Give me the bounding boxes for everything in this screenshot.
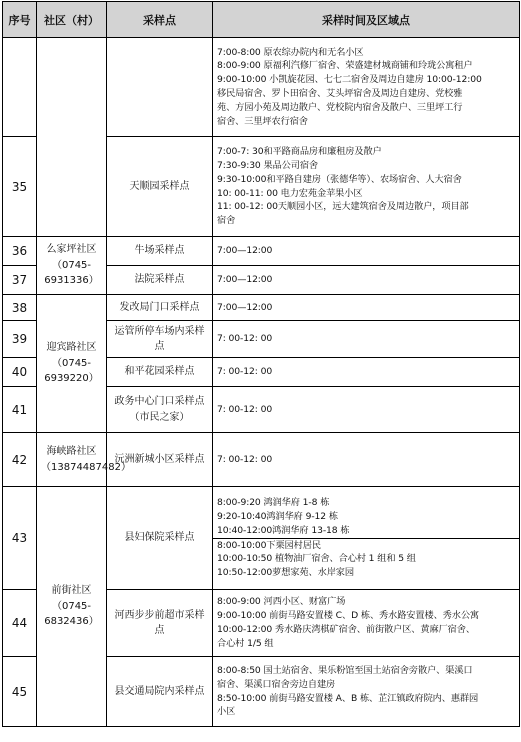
sampling-point: 河西步步前超市采样点 bbox=[107, 590, 213, 657]
community-phone: （13874487482） bbox=[41, 461, 131, 473]
row-no: 37 bbox=[3, 266, 37, 295]
community-name: 前街社区 bbox=[51, 585, 92, 597]
time-line: 9:20-10:40鸿润华府 9-12 栋 bbox=[217, 510, 338, 522]
point-cell bbox=[107, 38, 213, 137]
sampling-point: 县妇保院采样点 bbox=[107, 487, 213, 590]
time-cell: 7:00—12:00 bbox=[213, 237, 520, 266]
time-line: 7:30-9:30 果品公司宿舍 bbox=[217, 159, 319, 171]
community-phone: （0745-6931336） bbox=[44, 259, 99, 287]
row-no: 35 bbox=[3, 137, 37, 237]
time-line: 移民局宿舍、罗卜田宿舍、艾头坪宿舍及周边自建房、党校雅 bbox=[217, 88, 463, 99]
sampling-point: 发改局门口采样点 bbox=[107, 295, 213, 321]
time-cell: 7:00—12:00 bbox=[213, 295, 520, 321]
time-cell: 7: 00-12: 00 bbox=[213, 387, 520, 433]
community-phone: （0745-6832436） bbox=[44, 600, 99, 628]
table-row bbox=[3, 38, 520, 137]
time-line: 8:00-8:50 国土站宿舍、果乐粉馆至国土站宿舍旁散户、渠溪口 bbox=[217, 664, 473, 676]
header-time: 采样时间及区域点 bbox=[213, 2, 520, 38]
row-no: 42 bbox=[3, 433, 37, 487]
sampling-point: 沅洲新城小区采样点 bbox=[107, 433, 213, 487]
row-no: 40 bbox=[3, 358, 37, 387]
time-line: 8:00-10:00下栗园村居民 bbox=[217, 539, 321, 551]
community-name: 迎宾路社区 bbox=[46, 342, 97, 354]
time-line: 7:00-8:00 原农综办院内和无名小区 bbox=[217, 46, 364, 58]
time-line: 10: 00-11: 00 电力宏苑金苹果小区 bbox=[217, 187, 363, 199]
time-cell: 7: 00-12: 00 bbox=[213, 433, 520, 487]
time-line: 8:00-9:00 河西小区、财富广场 bbox=[217, 596, 346, 608]
community-name: 么家坪社区 bbox=[46, 244, 97, 256]
sampling-point: 法院采样点 bbox=[107, 266, 213, 295]
row-no: 45 bbox=[3, 657, 37, 727]
time-line: 9:00-10:00 小凯旋花园、七七二宿舍及周边自建房 10:00-12:00 bbox=[217, 74, 482, 86]
time-line: 7:00-7: 30和平路商品房和廉租房及散户 bbox=[217, 146, 382, 158]
time-cell bbox=[213, 487, 520, 590]
time-line: 苑、方园小苑及周边散户、党校院内宿舍及散户、三里坪工行 bbox=[217, 101, 463, 113]
row-no: 41 bbox=[3, 387, 37, 433]
row-no-cell bbox=[3, 38, 37, 137]
community-cell bbox=[37, 237, 107, 295]
time-cell: 7: 00-12: 00 bbox=[213, 358, 520, 387]
time-segment bbox=[213, 496, 519, 538]
time-cell bbox=[213, 657, 520, 727]
row-no: 36 bbox=[3, 237, 37, 266]
sampling-point: 运管所停车场内采样点 bbox=[107, 321, 213, 358]
time-cell: 7:00—12:00 bbox=[213, 266, 520, 295]
time-segment bbox=[213, 539, 519, 580]
time-line: 宿舍、三里坪农行宿舍 bbox=[217, 115, 308, 127]
time-line: 10:40-12:00鸿润华府 13-18 栋 bbox=[217, 524, 350, 536]
row-no: 44 bbox=[3, 590, 37, 657]
time-cell bbox=[213, 137, 520, 237]
time-line: 合心村 1/5 组 bbox=[217, 637, 274, 649]
table-row bbox=[3, 295, 520, 321]
time-line: 11: 00-12: 00天顺园小区，远大建筑宿舍及周边散户，项目部 bbox=[217, 201, 469, 213]
sampling-point: 县交通局院内采样点 bbox=[107, 657, 213, 727]
time-line: 8:00-9:00 原福利汽修厂宿舍、荣盛建材城商铺和玲珑公寓租户 bbox=[217, 60, 473, 72]
time-cell: 7: 00-12: 00 bbox=[213, 321, 520, 358]
time-line: 9:30-10:00和平路自建房（张德华等）、农场宿舍、人大宿舍 bbox=[217, 173, 462, 185]
community-cell bbox=[37, 487, 107, 727]
community-cell bbox=[37, 295, 107, 433]
time-line: 宿舍 bbox=[217, 215, 236, 227]
row-no: 39 bbox=[3, 321, 37, 358]
time-line: 10:50-12:00萝想家苑、水岸家园 bbox=[217, 567, 354, 579]
table-row bbox=[3, 237, 520, 266]
sampling-point: 和平花园采样点 bbox=[107, 358, 213, 387]
sampling-point: 天顺园采样点 bbox=[107, 137, 213, 237]
time-line: 10:00-10:50 植物油厂宿舍、合心村 1 组和 5 组 bbox=[217, 553, 416, 565]
header-row bbox=[3, 2, 520, 38]
header-point: 采样点 bbox=[107, 2, 213, 38]
time-line: 8:50-10:00 前街马路安置楼 A、B 栋、芷江镇政府院内、惠群园 bbox=[217, 692, 479, 704]
community-cell bbox=[37, 38, 107, 237]
sampling-point: 政务中心门口采样点（市民之家） bbox=[107, 387, 213, 433]
table-row bbox=[3, 487, 520, 590]
row-no: 38 bbox=[3, 295, 37, 321]
sampling-schedule-table bbox=[2, 1, 520, 727]
time-line: 宿舍、渠溪口宿舍旁边自建房 bbox=[217, 678, 336, 690]
row-no: 43 bbox=[3, 487, 37, 590]
time-cell bbox=[213, 590, 520, 657]
sampling-point: 牛场采样点 bbox=[107, 237, 213, 266]
time-cell bbox=[213, 38, 520, 137]
table-row bbox=[3, 433, 520, 487]
community-cell bbox=[37, 433, 131, 487]
time-line: 9:00-10:00 前街马路安置楼 C、D 栋、秀水路安置楼、秀水公寓 bbox=[217, 610, 480, 622]
time-line: 8:00-9:20 鸿润华府 1-8 栋 bbox=[217, 497, 330, 509]
community-name: 海峡路社区 bbox=[46, 446, 97, 457]
time-line: 10:00-12:00 秀水路庆湾棋矿宿舍、前街散户区、黄麻厂宿舍、 bbox=[217, 624, 475, 635]
community-phone: （0745-6939220） bbox=[44, 357, 99, 385]
time-line: 小区 bbox=[217, 706, 236, 718]
header-community: 社区（村） bbox=[37, 2, 107, 38]
header-no: 序号 bbox=[3, 2, 37, 38]
